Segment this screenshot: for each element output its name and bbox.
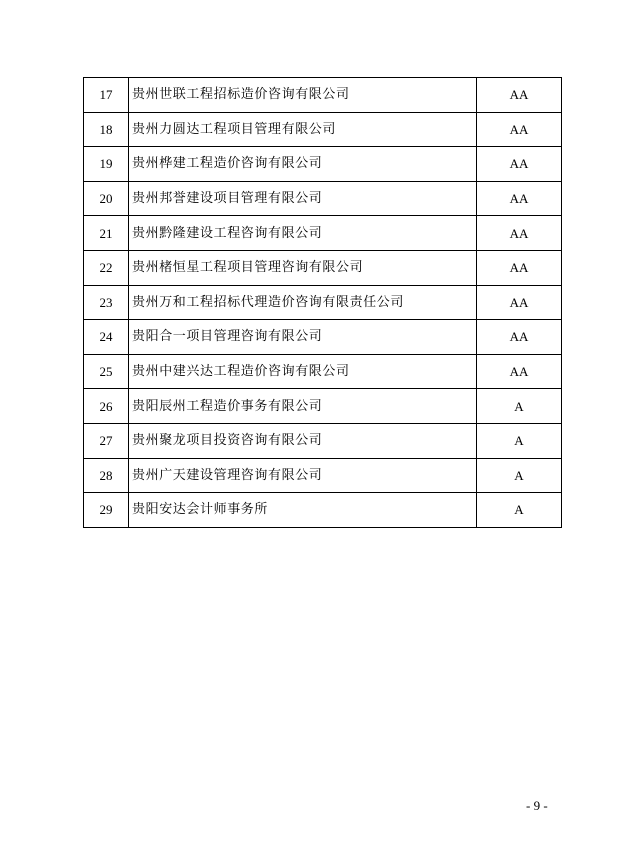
row-number-cell: 28 [84,458,129,493]
row-number-cell: 22 [84,250,129,285]
credit-grade-cell: AA [477,112,562,147]
row-number-cell: 19 [84,147,129,182]
table-row [84,458,562,493]
credit-grade-cell: AA [477,78,562,113]
company-name-cell: 贵州黔隆建设工程咨询有限公司 [129,216,477,251]
company-name-cell: 贵州楮恒星工程项目管理咨询有限公司 [129,250,477,285]
row-number-cell: 21 [84,216,129,251]
table-row [84,423,562,458]
row-number-cell: 20 [84,181,129,216]
table-row [84,250,562,285]
company-name-cell: 贵阳合一项目管理咨询有限公司 [129,320,477,355]
company-rating-table [83,77,562,528]
credit-grade-cell: A [477,389,562,424]
table-row [84,147,562,182]
company-name-cell: 贵州万和工程招标代理造价咨询有限责任公司 [129,285,477,320]
credit-grade-cell: AA [477,181,562,216]
company-name-cell: 贵州中建兴达工程造价咨询有限公司 [129,354,477,389]
row-number-cell: 25 [84,354,129,389]
table-row [84,181,562,216]
credit-grade-cell: A [477,423,562,458]
company-name-cell: 贵州力圆达工程项目管理有限公司 [129,112,477,147]
credit-grade-cell: A [477,493,562,528]
table-row [84,320,562,355]
credit-grade-cell: AA [477,250,562,285]
company-name-cell: 贵州邦誉建设项目管理有限公司 [129,181,477,216]
company-name-cell: 贵州广天建设管理咨询有限公司 [129,458,477,493]
company-name-cell: 贵阳安达会计师事务所 [129,493,477,528]
page-number: - 9 - [526,798,548,813]
table-row [84,78,562,113]
row-number-cell: 24 [84,320,129,355]
table-row [84,493,562,528]
row-number-cell: 18 [84,112,129,147]
row-number-cell: 17 [84,78,129,113]
row-number-cell: 29 [84,493,129,528]
credit-grade-cell: AA [477,285,562,320]
table-body [84,78,562,528]
credit-grade-cell: AA [477,216,562,251]
table-row [84,389,562,424]
credit-grade-cell: AA [477,354,562,389]
row-number-cell: 26 [84,389,129,424]
company-name-cell: 贵阳辰州工程造价事务有限公司 [129,389,477,424]
row-number-cell: 27 [84,423,129,458]
row-number-cell: 23 [84,285,129,320]
credit-grade-cell: AA [477,320,562,355]
company-name-cell: 贵州桦建工程造价咨询有限公司 [129,147,477,182]
company-name-cell: 贵州聚龙项目投资咨询有限公司 [129,423,477,458]
table-row [84,112,562,147]
company-name-cell: 贵州世联工程招标造价咨询有限公司 [129,78,477,113]
table-row [84,285,562,320]
credit-grade-cell: A [477,458,562,493]
table-row [84,354,562,389]
table-row [84,216,562,251]
credit-grade-cell: AA [477,147,562,182]
